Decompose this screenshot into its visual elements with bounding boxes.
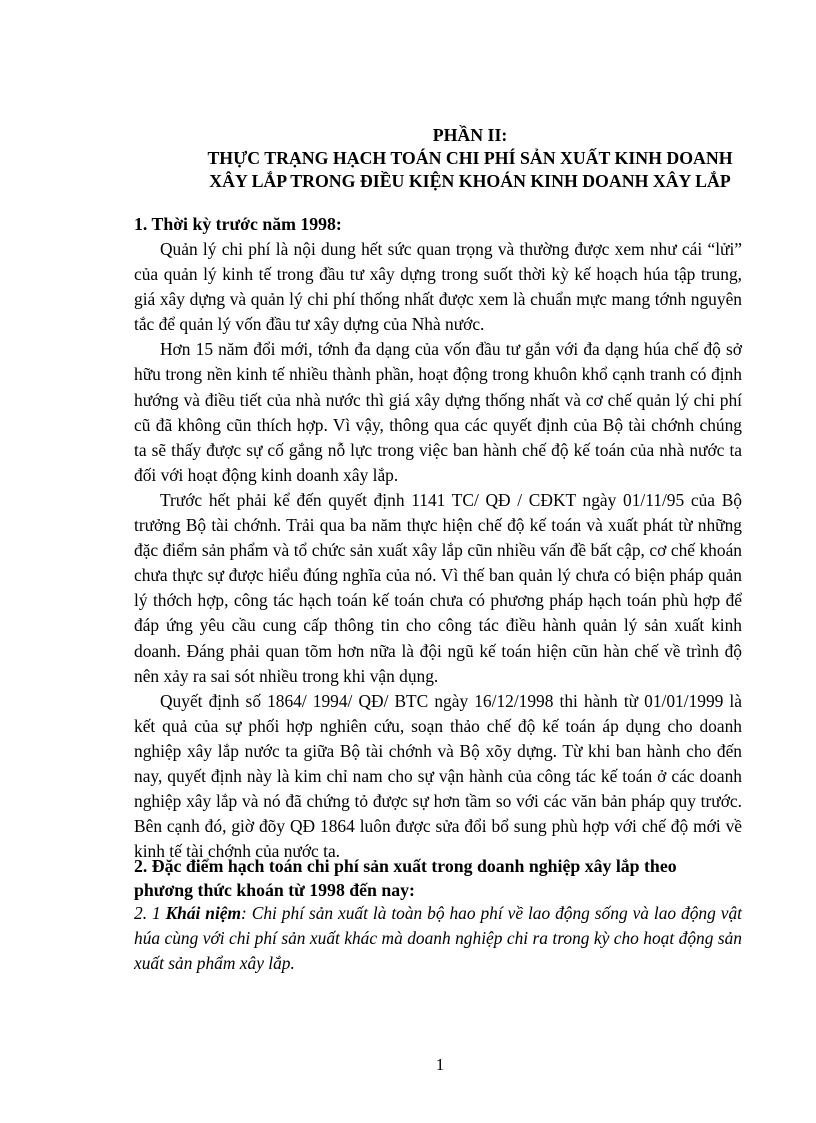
paragraph-3: Trước hết phải kể đến quyết định 1141 TC/ QĐ / CĐKT ngày 01/11/95 của Bộ trưởng Bộ tài chớnh. Trải qua ba năm thực hiện chế độ kế toán và xuất phát từ những đặc điểm sản phẩm và tổ chức sản xuất xây lắp cũn nhiều vấn đề bất cập, cơ chế khoán chưa thực sự được hiểu đúng nghĩa của nó. Vì thế ban quản lý chưa có biện pháp quản lý thớch hợp, công tác hạch toán kế toán chưa có phương pháp hạch toán phù hợp để đáp ứng yêu cầu cung cấp thông tin cho công tác điều hành quản lý sản xuất kinh doanh. Đáng phải quan tõm hơn nữa là đội ngũ kế toán hiện cũn hàn chế về trình độ nên xảy ra sai sót nhiều trong khi vận dụng. [134, 489, 742, 686]
definition-term: Khái niệm [165, 903, 242, 923]
part-title-line-1: THỰC TRẠNG HẠCH TOÁN CHI PHÍ SẢN XUẤT KINH DOANH [207, 148, 733, 168]
page-number: 1 [435, 1055, 445, 1074]
section-2-title-line-2: phương thức khoán từ 1998 đến nay: [134, 880, 415, 900]
section-2-title [134, 854, 754, 902]
definition-text: : Chi phí sản xuất là toàn bộ hao phí về lao động sống và lao động vật húa cùng với chi phí sản xuất khác mà doanh nghiệp chi ra trong kỳ cho hoạt động sản xuất sản phẩm xây lắp. [134, 903, 742, 974]
part-label: PHẦN II: [432, 125, 508, 145]
part-title-line-2: XÂY LẮP TRONG ĐIỀU KIỆN KHOÁN KINH DOANH XÂY LẮP [209, 171, 731, 191]
paragraph-1: Quản lý chi phí là nội dung hết sức quan trọng và thường được xem như cái “lửi” của quản lý kinh tế trong đầu tư xây dựng trong suốt thời kỳ kế hoạch húa tập trung, giá xây dựng và quản lý chi phí thống nhất được xem là chuẩn mực mang tớnh nguyên tắc để quản lý vốn đầu tư xây dựng của Nhà nước. [134, 239, 742, 335]
section-1-body [134, 237, 742, 864]
paragraph-2: Hơn 15 năm đổi mới, tớnh đa dạng của vốn đầu tư gắn với đa dạng húa chế độ sở hữu trong nền kinh tế nhiều thành phần, hoạt động trong khuôn khổ cạnh tranh có định hướng và điều tiết của nhà nước thì giá xây dựng thống nhất và cơ chế quản lý chi phí cũ đã không cũn thích hợp. Vì vậy, thông qua các quyết định của Bộ tài chớnh chúng ta sẽ thấy được sự cố gắng nỗ lực trong việc ban hành chế độ kế toán của nhà nước ta đối với hoạt động kinh doanh xây lắp. [134, 339, 742, 485]
section-1-title: 1. Thời kỳ trước năm 1998: [134, 214, 342, 234]
part-heading [110, 124, 816, 193]
definition-number: 2. 1 [134, 903, 166, 923]
paragraph-4: Quyết định số 1864/ 1994/ QĐ/ BTC ngày 16/12/1998 thi hành từ 01/01/1999 là kết quả của sự phối hợp nghiên cứu, soạn thảo chế độ kế toán áp dụng cho doanh nghiệp xây lắp nước ta giữa Bộ tài chớnh và Bộ xõy dựng. Từ khi ban hành cho đến nay, quyết định này là kim chỉ nam cho sự vận hành của công tác kế toán ở các doanh nghiệp xây lắp và nó đã chứng tỏ được sự hơn tầm so với các văn bản pháp quy trước. Bên cạnh đó, giờ đõy QĐ 1864 luôn được sửa đổi bổ sung phù hợp với chế độ mới về kinh tế tài chớnh của nước ta. [134, 690, 742, 862]
section-2-title-line-1: 2. Đặc điểm hạch toán chi phí sản xuất trong doanh nghiệp xây lắp theo [134, 856, 677, 876]
definition-paragraph [134, 901, 742, 976]
